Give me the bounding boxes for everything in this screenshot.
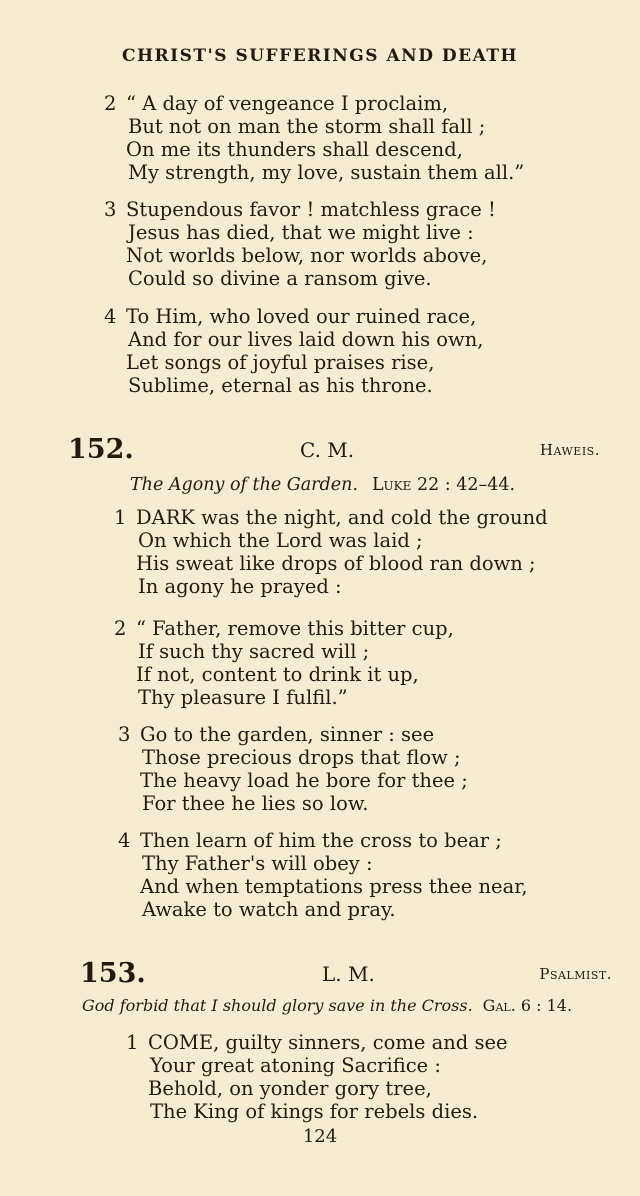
hymn-meter: C. M.	[300, 438, 355, 462]
stanza	[126, 1031, 508, 1123]
verse-line: Not worlds below, nor worlds above,	[126, 244, 488, 267]
verse-line: On me its thunders shall descend,	[126, 138, 463, 161]
stanza	[104, 305, 484, 397]
verse-line: The King of kings for rebels dies.	[150, 1100, 479, 1123]
hymn-number: 152.	[68, 434, 134, 465]
verse-line: Awake to watch and pray.	[142, 898, 396, 921]
stanza	[114, 617, 454, 709]
verse-line: If such thy sacred will ;	[138, 640, 370, 663]
verse-line: And for our lives laid down his own,	[128, 328, 484, 351]
verse-line: But not on man the storm shall fall ;	[128, 115, 486, 138]
hymn-153-header	[0, 958, 640, 992]
stanza-number: 1	[126, 1031, 139, 1054]
stanza	[104, 198, 496, 290]
verse-line: The heavy load he bore for thee ;	[140, 769, 468, 792]
verse-line: For thee he lies so low.	[142, 792, 369, 815]
stanza	[114, 506, 548, 598]
stanza-number: 4	[104, 305, 117, 328]
stanza-number: 3	[118, 723, 131, 746]
stanza	[118, 829, 528, 921]
hymn-number: 153.	[80, 958, 146, 989]
running-head: CHRIST'S SUFFERINGS AND DEATH	[121, 46, 519, 66]
verse-line: If not, content to drink it up,	[136, 663, 419, 686]
verse-line: DARK was the night, and cold the ground	[136, 506, 548, 529]
verse-line: His sweat like drops of blood ran down ;	[136, 552, 536, 575]
scripture-reference: Gal. 6 : 14.	[482, 996, 573, 1015]
verse-line: Thy Father's will obey :	[142, 852, 373, 875]
stanza-number: 3	[104, 198, 117, 221]
verse-line: And when temptations press thee near,	[140, 875, 528, 898]
verse-line: “ A day of vengeance I proclaim,	[126, 92, 449, 115]
verse-line: Stupendous favor ! matchless grace !	[126, 198, 496, 221]
hymn-title: God forbid that I should glory save in the Cross.	[82, 996, 473, 1015]
verse-line: Could so divine a ransom give.	[128, 267, 432, 290]
hymn-153-subtitle	[82, 996, 572, 1015]
verse-line: On which the Lord was laid ;	[138, 529, 423, 552]
hymn-152-header	[0, 434, 640, 468]
scripture-reference: Luke 22 : 42–44.	[371, 475, 516, 495]
hymn-meter: L. M.	[322, 962, 375, 986]
verse-line: My strength, my love, sustain them all.”	[128, 161, 525, 184]
verse-line: In agony he prayed :	[138, 575, 342, 598]
hymn-title: The Agony of the Garden.	[130, 475, 358, 495]
verse-line: Go to the garden, sinner : see	[140, 723, 435, 746]
verse-line: Jesus has died, that we might live :	[128, 221, 474, 244]
verse-line: To Him, who loved our ruined race,	[126, 305, 477, 328]
stanza-number: 1	[114, 506, 127, 529]
verse-line: Sublime, eternal as his throne.	[128, 374, 433, 397]
verse-line: Behold, on yonder gory tree,	[148, 1077, 432, 1100]
verse-line: COME, guilty sinners, come and see	[148, 1031, 508, 1054]
hymn-author: Psalmist.	[539, 965, 612, 983]
stanza-number: 2	[114, 617, 127, 640]
stanza	[104, 92, 524, 184]
verse-line: Then learn of him the cross to bear ;	[140, 829, 502, 852]
verse-line: Thy pleasure I fulfil.”	[138, 686, 348, 709]
page-number: 124	[302, 1126, 338, 1147]
verse-line: Your great atoning Sacrifice :	[150, 1054, 441, 1077]
hymn-author: Haweis.	[539, 441, 600, 459]
verse-line: Let songs of joyful praises rise,	[126, 351, 435, 374]
stanza-number: 4	[118, 829, 131, 852]
hymn-152-subtitle	[130, 475, 515, 495]
verse-line: “ Father, remove this bitter cup,	[136, 617, 454, 640]
stanza-number: 2	[104, 92, 117, 115]
verse-line: Those precious drops that flow ;	[142, 746, 461, 769]
stanza	[118, 723, 468, 815]
